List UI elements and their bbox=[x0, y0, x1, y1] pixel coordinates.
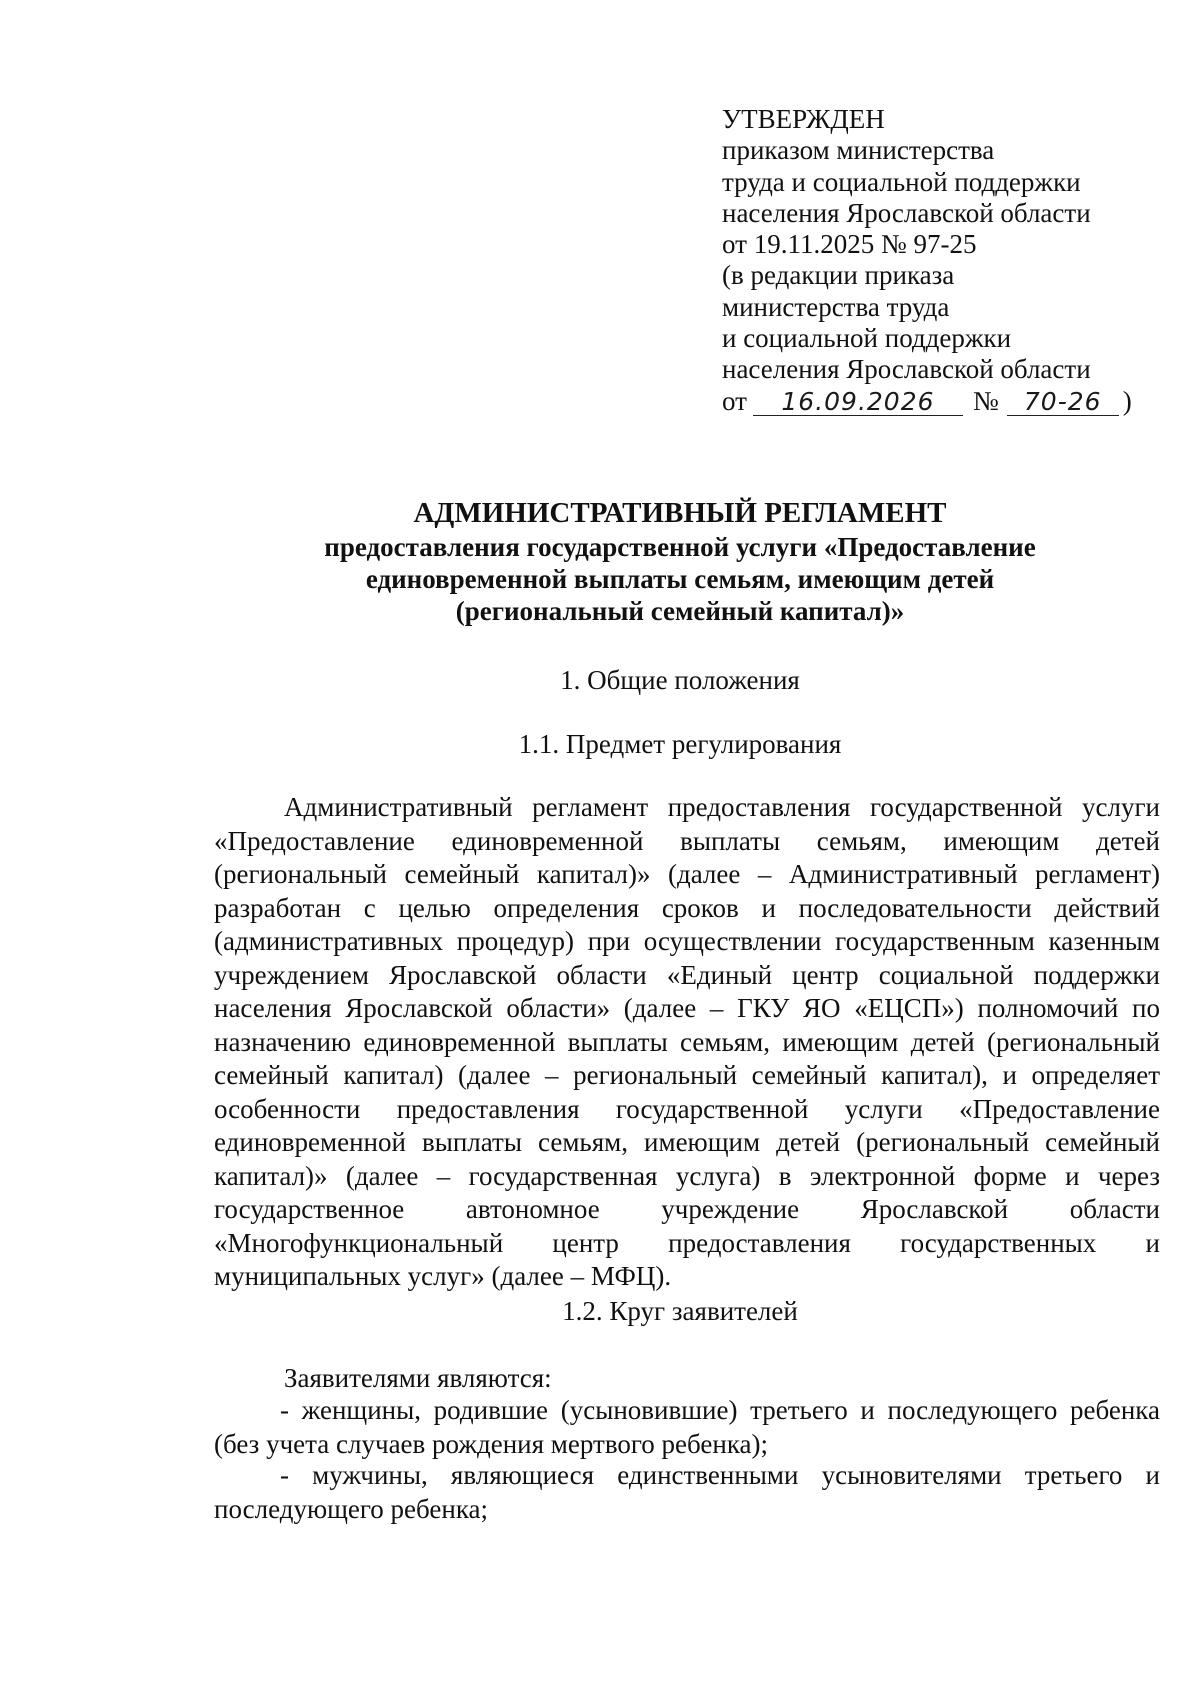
amendment-date-row bbox=[722, 386, 1162, 417]
applicants-list-item: - мужчины, являющиеся единственными усыновителями третьего и последующего ребенка; bbox=[214, 1460, 1160, 1524]
approval-line: (в редакции приказа bbox=[722, 260, 955, 291]
section-heading-subject: 1.1. Предмет регулирования bbox=[518, 729, 842, 759]
subject-paragraph: Административный регламент предоставления государственной услуги «Предоставление единовременной выплаты семьям, имеющим детей (региональный семейный капитал)» (далее – Административный регламент) разработан с целью определения сроков и последовательности действий (административных процедур) при осуществлении государственным казенным учреждением Ярославской области «Единый центр социальной поддержки населения Ярославской области» (далее – ГКУ ЯО «ЕЦСП») полномочий по назначению единовременной выплаты семьям, имеющим детей (региональный семейный капитал) (далее – региональный семейный капитал), и определяет особенности предоставления государственной услуги «Предоставление единовременной выплаты семьям, имеющим детей (региональный семейный капитал)» (далее – государственная услуга) в электронной форме и через государственное автономное учреждение Ярославской области «Многофункциональный центр предоставления государственных и муниципальных услуг» (далее – МФЦ). bbox=[214, 792, 1160, 1291]
handwritten-number-field: 70-26 bbox=[1007, 389, 1119, 416]
document-title bbox=[130, 495, 1200, 627]
number-sign: № bbox=[972, 385, 999, 416]
approval-line: министерства труда bbox=[722, 291, 950, 322]
title-line: предоставления государственной услуги «Предоставление bbox=[324, 532, 1036, 562]
from-label: от bbox=[722, 385, 747, 416]
section-heading-applicants: 1.2. Круг заявителей bbox=[562, 1296, 798, 1326]
approval-block bbox=[722, 104, 1162, 417]
applicants-intro: Заявителями являются: bbox=[284, 1363, 552, 1393]
approval-line: приказом министерства bbox=[722, 135, 995, 166]
approval-heading: УТВЕРЖДЕН bbox=[722, 104, 885, 134]
closing-parenthesis: ) bbox=[1122, 385, 1132, 416]
title-main: АДМИНИСТРАТИВНЫЙ РЕГЛАМЕНТ bbox=[413, 497, 947, 529]
handwritten-date-field: 16.09.2026 bbox=[753, 389, 963, 416]
applicants-list-item: - женщины, родившие (усыновившие) третьего и последующего ребенка (без учета случаев рождения мертвого ребенка); bbox=[214, 1395, 1160, 1459]
approval-line: и социальной поддержки bbox=[722, 323, 1012, 354]
approval-line: населения Ярославской области bbox=[722, 197, 1091, 228]
approval-line: населения Ярославской области bbox=[722, 354, 1091, 385]
title-line: (региональный семейный капитал)» bbox=[455, 596, 905, 626]
approval-line: труда и социальной поддержки bbox=[722, 166, 1081, 197]
approval-line: от 19.11.2025 № 97-25 bbox=[722, 229, 977, 260]
title-line: единовременной выплаты семьям, имеющим детей bbox=[365, 564, 995, 594]
section-heading-general: 1. Общие положения bbox=[560, 665, 800, 695]
